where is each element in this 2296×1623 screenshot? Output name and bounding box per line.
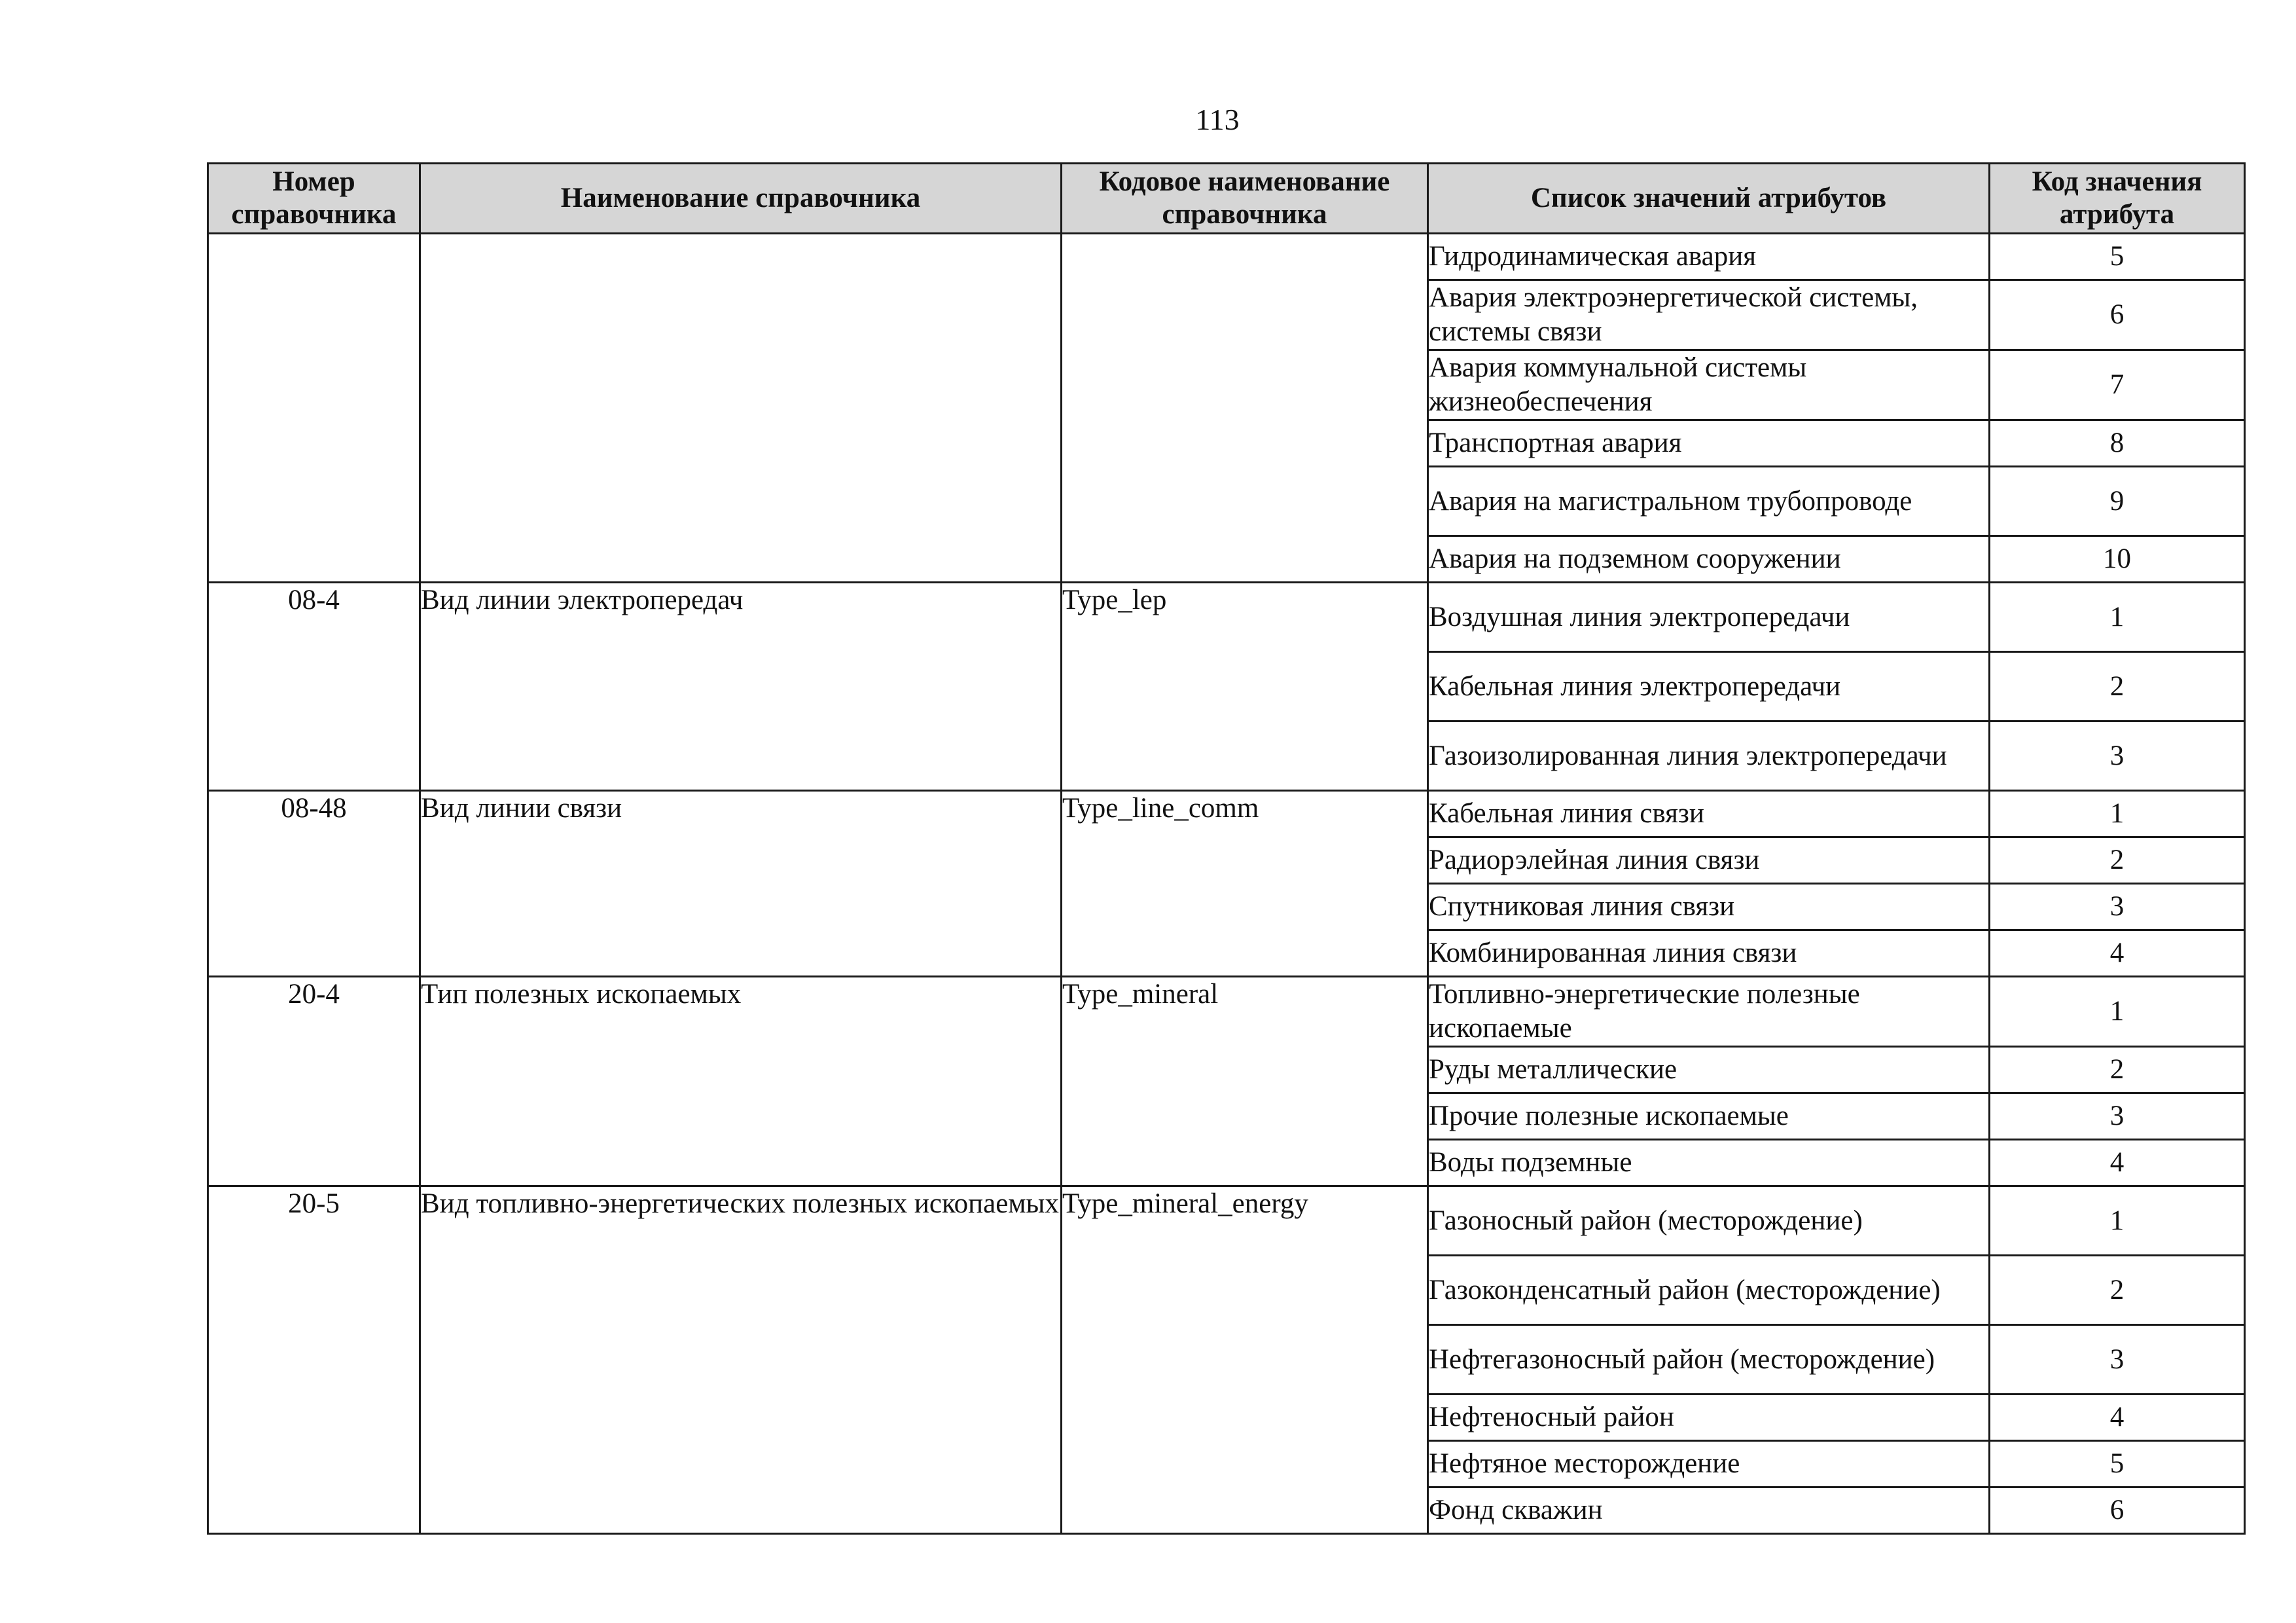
table-row (208, 791, 2245, 837)
attribute-value-cell: Нефтегазоносный район (месторождение) (1428, 1325, 1990, 1395)
attribute-value-cell: Нефтяное месторождение (1428, 1441, 1990, 1487)
attribute-value-cell: Радиорэлейная линия связи (1428, 837, 1990, 884)
attribute-code-cell: 2 (1990, 1047, 2245, 1093)
attribute-code-cell: 3 (1990, 884, 2245, 930)
attribute-value-cell: Руды металлические (1428, 1047, 1990, 1093)
attribute-code-cell: 6 (1990, 1487, 2245, 1534)
table-body (208, 234, 2245, 1534)
page-number: 113 (1195, 103, 1240, 136)
reference-number-cell (208, 234, 420, 583)
reference-name-cell: Вид линии связи (420, 791, 1062, 977)
reference-number-cell: 20-5 (208, 1186, 420, 1534)
attribute-value-cell: Нефтеносный район (1428, 1395, 1990, 1441)
reference-code-name-cell: Type_mineral (1062, 977, 1428, 1186)
attribute-code-cell: 4 (1990, 1395, 2245, 1441)
attribute-code-cell: 8 (1990, 420, 2245, 467)
reference-name-cell: Вид линии электропередач (420, 583, 1062, 791)
reference-number-cell: 20-4 (208, 977, 420, 1186)
attribute-value-cell: Авария коммунальной системы жизнеобеспечения (1428, 350, 1990, 420)
attribute-value-cell: Газоизолированная линия электропередачи (1428, 721, 1990, 791)
attribute-code-cell: 1 (1990, 1186, 2245, 1256)
reference-code-name-cell: Type_line_comm (1062, 791, 1428, 977)
attribute-code-cell: 4 (1990, 930, 2245, 977)
attribute-value-cell: Газоконденсатный район (месторождение) (1428, 1256, 1990, 1325)
attribute-value-cell: Транспортная авария (1428, 420, 1990, 467)
attribute-code-cell: 9 (1990, 467, 2245, 536)
attribute-value-cell: Спутниковая линия связи (1428, 884, 1990, 930)
attribute-value-cell: Авария на подземном сооружении (1428, 536, 1990, 583)
attribute-code-cell: 3 (1990, 1093, 2245, 1140)
table-header-row (208, 164, 2245, 234)
header-value-code: Код значения атрибута (1990, 164, 2245, 234)
attribute-code-cell: 10 (1990, 536, 2245, 583)
attribute-value-cell: Кабельная линия связи (1428, 791, 1990, 837)
attribute-value-cell: Авария на магистральном трубопроводе (1428, 467, 1990, 536)
attribute-code-cell: 2 (1990, 652, 2245, 721)
attribute-value-cell: Комбинированная линия связи (1428, 930, 1990, 977)
header-code-name: Кодовое наименование справочника (1062, 164, 1428, 234)
attribute-code-cell: 1 (1990, 583, 2245, 652)
reference-table (207, 162, 2246, 1535)
attribute-code-cell: 4 (1990, 1140, 2245, 1186)
header-values: Список значений атрибутов (1428, 164, 1990, 234)
reference-code-name-cell (1062, 234, 1428, 583)
reference-code-name-cell: Type_mineral_energy (1062, 1186, 1428, 1534)
reference-code-name-cell: Type_lep (1062, 583, 1428, 791)
table-row (208, 977, 2245, 1047)
attribute-code-cell: 1 (1990, 791, 2245, 837)
table-row (208, 583, 2245, 652)
attribute-value-cell: Прочие полезные ископаемые (1428, 1093, 1990, 1140)
header-number: Номер справочника (208, 164, 420, 234)
reference-number-cell: 08-48 (208, 791, 420, 977)
table-row (208, 1186, 2245, 1256)
reference-number-cell: 08-4 (208, 583, 420, 791)
attribute-code-cell: 6 (1990, 280, 2245, 350)
attribute-code-cell: 2 (1990, 1256, 2245, 1325)
attribute-value-cell: Воды подземные (1428, 1140, 1990, 1186)
attribute-value-cell: Гидродинамическая авария (1428, 234, 1990, 280)
attribute-code-cell: 2 (1990, 837, 2245, 884)
reference-name-cell: Вид топливно-энергетических полезных ископаемых (420, 1186, 1062, 1534)
header-name: Наименование справочника (420, 164, 1062, 234)
attribute-value-cell: Воздушная линия электропередачи (1428, 583, 1990, 652)
attribute-code-cell: 3 (1990, 1325, 2245, 1395)
attribute-code-cell: 1 (1990, 977, 2245, 1047)
attribute-code-cell: 3 (1990, 721, 2245, 791)
attribute-code-cell: 5 (1990, 234, 2245, 280)
attribute-code-cell: 5 (1990, 1441, 2245, 1487)
table-row (208, 234, 2245, 280)
attribute-value-cell: Фонд скважин (1428, 1487, 1990, 1534)
reference-name-cell: Тип полезных ископаемых (420, 977, 1062, 1186)
attribute-code-cell: 7 (1990, 350, 2245, 420)
attribute-value-cell: Газоносный район (месторождение) (1428, 1186, 1990, 1256)
attribute-value-cell: Кабельная линия электропередачи (1428, 652, 1990, 721)
reference-name-cell (420, 234, 1062, 583)
attribute-value-cell: Авария электроэнергетической системы, системы связи (1428, 280, 1990, 350)
attribute-value-cell: Топливно-энергетические полезные ископаемые (1428, 977, 1990, 1047)
